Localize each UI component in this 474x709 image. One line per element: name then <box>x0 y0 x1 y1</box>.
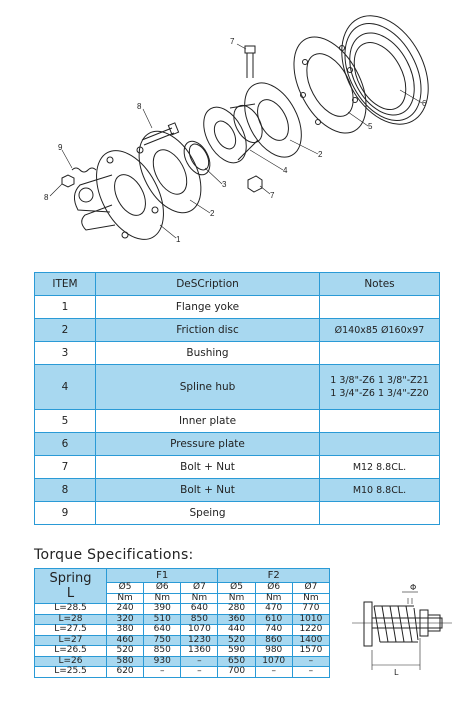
torque-row <box>35 646 330 657</box>
torque-cell: – <box>292 667 329 678</box>
torque-cell: 750 <box>144 635 181 646</box>
item-description: Speing <box>96 502 320 525</box>
torque-cell: 860 <box>255 635 292 646</box>
torque-cell: 1400 <box>292 635 329 646</box>
item-description: Bushing <box>96 342 320 365</box>
item-number: 8 <box>35 479 96 502</box>
torque-cell: 1070 <box>181 625 218 636</box>
unit-cell: Nm <box>292 593 329 604</box>
torque-row <box>35 667 330 678</box>
spring-label: Spring <box>49 571 92 586</box>
torque-row <box>35 614 330 625</box>
item-notes <box>320 502 440 525</box>
torque-cell: 390 <box>144 604 181 615</box>
item-notes <box>320 365 440 410</box>
spline-hub-drawing <box>195 100 268 170</box>
torque-cell: 590 <box>218 646 255 657</box>
torque-cell: 1230 <box>181 635 218 646</box>
item-number: 2 <box>35 319 96 342</box>
callout-9: 9 <box>58 143 63 152</box>
torque-cell: 240 <box>107 604 144 615</box>
length-cell: L=27.5 <box>35 625 107 636</box>
item-number: 9 <box>35 502 96 525</box>
plate-left <box>364 602 372 646</box>
item-description: Bolt + Nut <box>96 456 320 479</box>
spring-coil-drawing <box>374 606 418 642</box>
table-row <box>35 365 440 410</box>
unit-cell: Nm <box>107 593 144 604</box>
diameter-cell: Ø5 <box>218 583 255 594</box>
length-cell: L=28 <box>35 614 107 625</box>
item-notes: M12 8.8CL. <box>320 456 440 479</box>
table-row <box>35 502 440 525</box>
callout-6: 6 <box>422 99 427 108</box>
item-number: 1 <box>35 296 96 319</box>
phi-label: Φ <box>410 583 417 592</box>
torque-cell: 380 <box>107 625 144 636</box>
unit-cell: Nm <box>255 593 292 604</box>
item-notes: Ø140x85 Ø160x97 <box>320 319 440 342</box>
item-description: Bolt + Nut <box>96 479 320 502</box>
unit-cell: Nm <box>218 593 255 604</box>
length-cell: L=26 <box>35 656 107 667</box>
torque-cell: 700 <box>218 667 255 678</box>
spring-small-drawing <box>72 168 96 172</box>
item-description: Spline hub <box>96 365 320 410</box>
torque-group-row <box>35 569 330 583</box>
callout-8b: 8 <box>44 193 49 202</box>
torque-cell: 460 <box>107 635 144 646</box>
torque-cell: – <box>144 667 181 678</box>
torque-cell: – <box>255 667 292 678</box>
spring-header <box>35 569 107 604</box>
notes-line-1: 1 3/8"-Z6 1 3/8"-Z21 <box>330 375 429 386</box>
torque-row <box>35 656 330 667</box>
item-number: 7 <box>35 456 96 479</box>
table-row <box>35 296 440 319</box>
torque-cell: – <box>181 656 218 667</box>
callout-4: 4 <box>283 166 288 175</box>
torque-row <box>35 625 330 636</box>
item-notes <box>320 296 440 319</box>
length-cell: L=28.5 <box>35 604 107 615</box>
callout-8a: 8 <box>137 102 142 111</box>
torque-cell: 470 <box>255 604 292 615</box>
table-row <box>35 319 440 342</box>
table-row <box>35 410 440 433</box>
item-number: 6 <box>35 433 96 456</box>
notes-line-2: 1 3/4"-Z6 1 3/4"-Z20 <box>330 388 429 399</box>
torque-cell: 1070 <box>255 656 292 667</box>
table-row <box>35 433 440 456</box>
header-notes: Notes <box>320 273 440 296</box>
item-notes <box>320 342 440 365</box>
parts-table <box>34 272 440 525</box>
torque-cell: 280 <box>218 604 255 615</box>
torque-table <box>34 568 330 678</box>
item-number: 4 <box>35 365 96 410</box>
torque-row <box>35 604 330 615</box>
length-cell: L=25.5 <box>35 667 107 678</box>
callout-2a: 2 <box>210 209 215 218</box>
length-cell: L=27 <box>35 635 107 646</box>
item-description: Pressure plate <box>96 433 320 456</box>
length-label: L <box>394 668 399 677</box>
item-description: Inner plate <box>96 410 320 433</box>
torque-cell: 360 <box>218 614 255 625</box>
table-row <box>35 456 440 479</box>
torque-cell: 520 <box>107 646 144 657</box>
torque-cell: 740 <box>255 625 292 636</box>
callout-3: 3 <box>222 180 227 189</box>
item-number: 5 <box>35 410 96 433</box>
item-notes <box>320 433 440 456</box>
diameter-cell: Ø6 <box>255 583 292 594</box>
item-notes <box>320 410 440 433</box>
torque-cell: 440 <box>218 625 255 636</box>
torque-cell: 650 <box>218 656 255 667</box>
header-description: DeSCription <box>96 273 320 296</box>
torque-cell: 510 <box>144 614 181 625</box>
parts-header-row <box>35 273 440 296</box>
torque-cell: 980 <box>255 646 292 657</box>
group-f1: F1 <box>107 569 218 583</box>
torque-cell: 930 <box>144 656 181 667</box>
callout-7a: 7 <box>230 37 235 46</box>
diameter-cell: Ø7 <box>181 583 218 594</box>
bolt-m12-drawing <box>245 46 255 78</box>
pressure-plate-drawing <box>324 1 446 139</box>
exploded-assembly-diagram <box>0 0 474 265</box>
torque-cell: – <box>292 656 329 667</box>
torque-cell: 610 <box>255 614 292 625</box>
torque-row <box>35 635 330 646</box>
torque-cell: 640 <box>144 625 181 636</box>
nut-m10-drawing <box>62 175 74 187</box>
table-row <box>35 342 440 365</box>
torque-cell: 1010 <box>292 614 329 625</box>
spring-sub-label: L <box>66 586 75 601</box>
spring-illustration <box>352 580 460 680</box>
diameter-cell: Ø7 <box>292 583 329 594</box>
torque-cell: 620 <box>107 667 144 678</box>
length-cell: L=26.5 <box>35 646 107 657</box>
friction-disc-left-drawing <box>126 121 213 223</box>
callout-5: 5 <box>368 122 373 131</box>
torque-cell: 1360 <box>181 646 218 657</box>
table-row <box>35 479 440 502</box>
torque-cell: 1220 <box>292 625 329 636</box>
torque-cell: 640 <box>181 604 218 615</box>
flange-yoke-drawing <box>74 139 177 250</box>
unit-cell: Nm <box>144 593 181 604</box>
torque-cell: 320 <box>107 614 144 625</box>
torque-title: Torque Specifications: <box>34 547 194 563</box>
torque-cell: 520 <box>218 635 255 646</box>
item-description: Friction disc <box>96 319 320 342</box>
item-description: Flange yoke <box>96 296 320 319</box>
torque-cell: 850 <box>181 614 218 625</box>
callout-1: 1 <box>176 235 181 244</box>
item-number: 3 <box>35 342 96 365</box>
group-f2: F2 <box>218 569 330 583</box>
header-item: ITEM <box>35 273 96 296</box>
diameter-cell: Ø6 <box>144 583 181 594</box>
torque-cell: 1570 <box>292 646 329 657</box>
diameter-cell: Ø5 <box>107 583 144 594</box>
torque-cell: 850 <box>144 646 181 657</box>
torque-cell: 580 <box>107 656 144 667</box>
torque-cell: 770 <box>292 604 329 615</box>
nut-m12-drawing <box>248 176 262 192</box>
item-notes: M10 8.8CL. <box>320 479 440 502</box>
callout-7b: 7 <box>270 191 275 200</box>
unit-cell: Nm <box>181 593 218 604</box>
callout-2b: 2 <box>318 150 323 159</box>
torque-cell: – <box>181 667 218 678</box>
